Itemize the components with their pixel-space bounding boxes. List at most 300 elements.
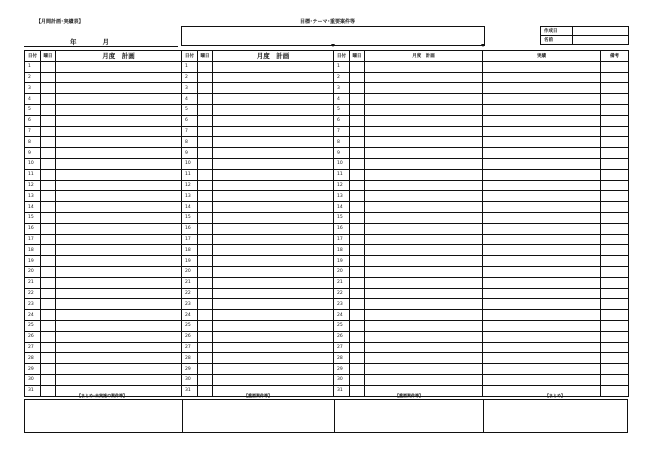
plan-cell[interactable] xyxy=(213,115,334,126)
weekday-cell[interactable] xyxy=(41,72,56,83)
day-number-cell: 12 xyxy=(334,180,350,191)
plan-cell[interactable] xyxy=(56,342,182,353)
day-number-cell: 30 xyxy=(25,374,41,385)
plan-cell[interactable] xyxy=(56,223,182,234)
plan-cell[interactable] xyxy=(365,374,483,385)
weekday-cell[interactable] xyxy=(41,256,56,267)
name-value xyxy=(573,36,629,45)
document-title: 【月間計画･実績表】 xyxy=(36,19,84,25)
result-cell[interactable] xyxy=(483,320,601,331)
day-number-cell: 1 xyxy=(25,61,41,72)
day-header: 日付 xyxy=(25,51,41,62)
plan-cell[interactable] xyxy=(213,158,334,169)
weekday-cell[interactable] xyxy=(350,331,365,342)
weekday-cell[interactable] xyxy=(41,61,56,72)
result-cell[interactable] xyxy=(483,94,601,105)
weekday-cell[interactable] xyxy=(350,342,365,353)
plan-cell[interactable] xyxy=(365,61,483,72)
plan-cell[interactable] xyxy=(213,342,334,353)
result-cell[interactable] xyxy=(483,245,601,256)
notes-cell[interactable] xyxy=(601,148,629,159)
weekday-cell[interactable] xyxy=(350,148,365,159)
plan-cell[interactable] xyxy=(56,245,182,256)
weekday-cell[interactable] xyxy=(41,148,56,159)
plan-cell[interactable] xyxy=(365,72,483,83)
day-number-cell: 7 xyxy=(334,126,350,137)
result-cell[interactable] xyxy=(483,266,601,277)
weekday-cell[interactable] xyxy=(198,364,213,375)
plan-cell[interactable] xyxy=(365,320,483,331)
weekday-cell[interactable] xyxy=(41,169,56,180)
plan-cell[interactable] xyxy=(56,256,182,267)
result-cell[interactable] xyxy=(483,374,601,385)
plan-cell[interactable] xyxy=(365,310,483,321)
plan-cell[interactable] xyxy=(213,223,334,234)
result-cell[interactable] xyxy=(483,126,601,137)
result-cell[interactable] xyxy=(483,191,601,202)
plan-cell[interactable] xyxy=(365,364,483,375)
plan-cell[interactable] xyxy=(56,191,182,202)
notes-cell[interactable] xyxy=(601,180,629,191)
plan-cell[interactable] xyxy=(213,245,334,256)
weekday-cell[interactable] xyxy=(41,137,56,148)
plan-cell[interactable] xyxy=(56,266,182,277)
weekday-cell[interactable] xyxy=(198,256,213,267)
weekday-cell[interactable] xyxy=(41,212,56,223)
result-cell[interactable] xyxy=(483,364,601,375)
plan-cell[interactable] xyxy=(213,353,334,364)
plan-cell[interactable] xyxy=(365,83,483,94)
result-cell[interactable] xyxy=(483,353,601,364)
weekday-cell[interactable] xyxy=(350,61,365,72)
weekday-cell[interactable] xyxy=(41,299,56,310)
day-number-cell: 14 xyxy=(334,202,350,213)
result-cell[interactable] xyxy=(483,169,601,180)
plan-cell[interactable] xyxy=(365,191,483,202)
plan-cell[interactable] xyxy=(213,137,334,148)
weekday-cell[interactable] xyxy=(198,180,213,191)
plan-cell[interactable] xyxy=(365,148,483,159)
plan-cell[interactable] xyxy=(365,234,483,245)
notes-cell[interactable] xyxy=(601,277,629,288)
day-number-cell: 10 xyxy=(334,158,350,169)
plan-cell[interactable] xyxy=(56,137,182,148)
weekday-cell[interactable] xyxy=(350,320,365,331)
day-number-cell: 2 xyxy=(334,72,350,83)
day-number-cell: 28 xyxy=(182,353,198,364)
weekday-cell[interactable] xyxy=(198,234,213,245)
day-number-cell: 29 xyxy=(334,364,350,375)
plan-cell[interactable] xyxy=(365,299,483,310)
goal-label: 目標･テーマ･重要案件等 xyxy=(300,19,356,25)
result-cell[interactable] xyxy=(483,342,601,353)
day-header: 日付 xyxy=(182,51,198,62)
plan-cell[interactable] xyxy=(365,180,483,191)
header-row xyxy=(25,51,629,62)
plan-cell[interactable] xyxy=(365,331,483,342)
plan-cell[interactable] xyxy=(213,364,334,375)
day-number-cell: 7 xyxy=(25,126,41,137)
plan-cell[interactable] xyxy=(213,277,334,288)
result-cell[interactable] xyxy=(483,288,601,299)
weekday-cell[interactable] xyxy=(350,115,365,126)
result-cell[interactable] xyxy=(483,180,601,191)
notes-cell[interactable] xyxy=(601,72,629,83)
result-cell[interactable] xyxy=(483,72,601,83)
notes-cell[interactable] xyxy=(601,202,629,213)
day-number-cell: 8 xyxy=(182,137,198,148)
day-number-cell: 23 xyxy=(334,299,350,310)
day-number-cell: 25 xyxy=(182,320,198,331)
plan-cell[interactable] xyxy=(213,385,334,396)
plan-cell[interactable] xyxy=(365,223,483,234)
plan-cell[interactable] xyxy=(213,180,334,191)
notes-cell[interactable] xyxy=(601,245,629,256)
plan-cell[interactable] xyxy=(56,320,182,331)
plan-cell[interactable] xyxy=(365,256,483,267)
weekday-cell[interactable] xyxy=(350,83,365,94)
weekday-cell[interactable] xyxy=(41,374,56,385)
weekday-cell[interactable] xyxy=(41,266,56,277)
notes-cell[interactable] xyxy=(601,288,629,299)
notes-cell[interactable] xyxy=(601,320,629,331)
notes-cell[interactable] xyxy=(601,191,629,202)
weekday-cell[interactable] xyxy=(198,288,213,299)
weekday-cell[interactable] xyxy=(198,61,213,72)
plan-cell[interactable] xyxy=(56,158,182,169)
weekday-cell[interactable] xyxy=(198,83,213,94)
weekday-cell[interactable] xyxy=(350,137,365,148)
plan-cell[interactable] xyxy=(213,256,334,267)
weekday-cell[interactable] xyxy=(198,245,213,256)
plan-cell[interactable] xyxy=(365,115,483,126)
notes-cell[interactable] xyxy=(601,212,629,223)
notes-cell[interactable] xyxy=(601,331,629,342)
result-cell[interactable] xyxy=(483,148,601,159)
weekday-cell[interactable] xyxy=(198,223,213,234)
notes-cell[interactable] xyxy=(601,115,629,126)
weekday-cell[interactable] xyxy=(41,104,56,115)
notes-header: 備考 xyxy=(601,51,629,62)
weekday-cell[interactable] xyxy=(198,94,213,105)
weekday-cell[interactable] xyxy=(198,353,213,364)
notes-cell[interactable] xyxy=(601,104,629,115)
weekday-cell[interactable] xyxy=(198,320,213,331)
plan-cell[interactable] xyxy=(213,61,334,72)
plan-cell[interactable] xyxy=(213,320,334,331)
plan-cell[interactable] xyxy=(56,72,182,83)
weekday-cell[interactable] xyxy=(41,83,56,94)
weekday-cell[interactable] xyxy=(350,72,365,83)
weekday-cell[interactable] xyxy=(41,288,56,299)
day-number-cell: 20 xyxy=(182,266,198,277)
plan-cell[interactable] xyxy=(56,234,182,245)
table-row xyxy=(25,331,629,342)
weekday-cell[interactable] xyxy=(198,169,213,180)
day-number-cell: 16 xyxy=(182,223,198,234)
result-cell[interactable] xyxy=(483,104,601,115)
result-cell[interactable] xyxy=(483,331,601,342)
result-cell[interactable] xyxy=(483,256,601,267)
weekday-cell[interactable] xyxy=(41,277,56,288)
weekday-cell[interactable] xyxy=(198,212,213,223)
plan-cell[interactable] xyxy=(56,169,182,180)
weekday-header: 曜日 xyxy=(41,51,56,62)
summary-divider xyxy=(182,400,183,432)
result-cell[interactable] xyxy=(483,137,601,148)
notes-cell[interactable] xyxy=(601,223,629,234)
weekday-cell[interactable] xyxy=(41,115,56,126)
plan-cell[interactable] xyxy=(213,126,334,137)
plan-cell[interactable] xyxy=(365,353,483,364)
weekday-cell[interactable] xyxy=(198,104,213,115)
notes-cell[interactable] xyxy=(601,374,629,385)
table-row xyxy=(25,342,629,353)
day-number-cell: 15 xyxy=(182,212,198,223)
weekday-cell[interactable] xyxy=(350,299,365,310)
plan-cell[interactable] xyxy=(56,331,182,342)
weekday-cell[interactable] xyxy=(350,266,365,277)
table-row xyxy=(25,137,629,148)
day-number-cell: 2 xyxy=(182,72,198,83)
plan-cell[interactable] xyxy=(213,310,334,321)
day-number-cell: 11 xyxy=(334,169,350,180)
weekday-cell[interactable] xyxy=(350,104,365,115)
plan-cell[interactable] xyxy=(56,61,182,72)
plan-cell[interactable] xyxy=(213,331,334,342)
weekday-cell[interactable] xyxy=(198,342,213,353)
notes-cell[interactable] xyxy=(601,169,629,180)
notes-cell[interactable] xyxy=(601,299,629,310)
weekday-cell[interactable] xyxy=(350,256,365,267)
weekday-cell[interactable] xyxy=(41,158,56,169)
plan-cell[interactable] xyxy=(56,364,182,375)
weekday-cell[interactable] xyxy=(198,137,213,148)
weekday-cell[interactable] xyxy=(350,310,365,321)
weekday-cell[interactable] xyxy=(198,115,213,126)
weekday-cell[interactable] xyxy=(350,191,365,202)
plan-cell[interactable] xyxy=(365,342,483,353)
weekday-cell[interactable] xyxy=(350,385,365,396)
year-month-field xyxy=(70,37,109,46)
weekday-cell[interactable] xyxy=(41,320,56,331)
day-number-cell: 30 xyxy=(334,374,350,385)
weekday-cell[interactable] xyxy=(41,310,56,321)
weekday-cell[interactable] xyxy=(350,180,365,191)
plan-cell[interactable] xyxy=(56,299,182,310)
weekday-cell[interactable] xyxy=(350,223,365,234)
plan-cell[interactable] xyxy=(365,137,483,148)
day-number-cell: 21 xyxy=(182,277,198,288)
result-cell[interactable] xyxy=(483,277,601,288)
notes-cell[interactable] xyxy=(601,256,629,267)
table-row xyxy=(25,288,629,299)
notes-cell[interactable] xyxy=(601,364,629,375)
plan-cell[interactable] xyxy=(365,277,483,288)
notes-cell[interactable] xyxy=(601,234,629,245)
day-number-cell: 7 xyxy=(182,126,198,137)
weekday-cell[interactable] xyxy=(41,126,56,137)
weekday-cell[interactable] xyxy=(41,180,56,191)
day-number-cell: 27 xyxy=(25,342,41,353)
day-number-cell: 11 xyxy=(182,169,198,180)
plan-cell[interactable] xyxy=(213,202,334,213)
table-row xyxy=(25,191,629,202)
weekday-cell[interactable] xyxy=(198,374,213,385)
plan-cell[interactable] xyxy=(56,202,182,213)
day-number-cell: 19 xyxy=(182,256,198,267)
weekday-cell[interactable] xyxy=(41,364,56,375)
plan-cell[interactable] xyxy=(365,385,483,396)
notes-cell[interactable] xyxy=(601,385,629,396)
notes-cell[interactable] xyxy=(601,137,629,148)
plan-cell[interactable] xyxy=(213,212,334,223)
result-cell[interactable] xyxy=(483,234,601,245)
plan-cell[interactable] xyxy=(365,104,483,115)
weekday-cell[interactable] xyxy=(350,277,365,288)
weekday-cell[interactable] xyxy=(41,245,56,256)
plan-cell[interactable] xyxy=(213,266,334,277)
notes-cell[interactable] xyxy=(601,94,629,105)
notes-cell[interactable] xyxy=(601,126,629,137)
plan-cell[interactable] xyxy=(213,374,334,385)
weekday-cell[interactable] xyxy=(350,288,365,299)
day-number-cell: 9 xyxy=(334,148,350,159)
plan-cell[interactable] xyxy=(56,104,182,115)
result-cell[interactable] xyxy=(483,61,601,72)
weekday-cell[interactable] xyxy=(41,202,56,213)
day-number-cell: 24 xyxy=(182,310,198,321)
plan-cell[interactable] xyxy=(365,266,483,277)
table-row xyxy=(25,104,629,115)
weekday-cell[interactable] xyxy=(198,158,213,169)
plan-cell[interactable] xyxy=(213,169,334,180)
plan-cell[interactable] xyxy=(213,83,334,94)
plan-cell[interactable] xyxy=(365,94,483,105)
plan-cell[interactable] xyxy=(365,245,483,256)
weekday-cell[interactable] xyxy=(350,374,365,385)
plan-cell[interactable] xyxy=(56,126,182,137)
day-number-cell: 23 xyxy=(182,299,198,310)
notes-cell[interactable] xyxy=(601,61,629,72)
day-number-cell: 22 xyxy=(182,288,198,299)
weekday-cell[interactable] xyxy=(350,212,365,223)
weekday-cell[interactable] xyxy=(350,169,365,180)
result-cell[interactable] xyxy=(483,83,601,94)
notes-cell[interactable] xyxy=(601,158,629,169)
plan-cell[interactable] xyxy=(213,288,334,299)
notes-cell[interactable] xyxy=(601,342,629,353)
notes-cell[interactable] xyxy=(601,310,629,321)
weekday-cell[interactable] xyxy=(198,266,213,277)
plan-cell[interactable] xyxy=(213,299,334,310)
weekday-cell[interactable] xyxy=(41,353,56,364)
table-row xyxy=(25,94,629,105)
result-cell[interactable] xyxy=(483,202,601,213)
result-cell[interactable] xyxy=(483,310,601,321)
weekday-cell[interactable] xyxy=(350,364,365,375)
plan-cell[interactable] xyxy=(365,288,483,299)
weekday-cell[interactable] xyxy=(41,191,56,202)
weekday-cell[interactable] xyxy=(198,72,213,83)
result-cell[interactable] xyxy=(483,385,601,396)
weekday-cell[interactable] xyxy=(350,234,365,245)
weekday-cell[interactable] xyxy=(41,223,56,234)
weekday-cell[interactable] xyxy=(41,331,56,342)
weekday-cell[interactable] xyxy=(198,385,213,396)
plan-cell[interactable] xyxy=(213,191,334,202)
weekday-cell[interactable] xyxy=(41,94,56,105)
table-row xyxy=(25,148,629,159)
day-number-cell: 17 xyxy=(334,234,350,245)
weekday-cell[interactable] xyxy=(198,277,213,288)
result-cell[interactable] xyxy=(483,212,601,223)
weekday-cell[interactable] xyxy=(198,126,213,137)
weekday-cell[interactable] xyxy=(41,385,56,396)
table-row xyxy=(25,256,629,267)
plan-cell[interactable] xyxy=(56,288,182,299)
plan-cell[interactable] xyxy=(365,212,483,223)
weekday-cell[interactable] xyxy=(350,126,365,137)
plan-cell[interactable] xyxy=(365,158,483,169)
weekday-cell[interactable] xyxy=(198,310,213,321)
plan-cell[interactable] xyxy=(56,212,182,223)
plan-cell[interactable] xyxy=(365,202,483,213)
weekday-cell[interactable] xyxy=(41,342,56,353)
day-number-cell: 3 xyxy=(334,83,350,94)
weekday-cell[interactable] xyxy=(41,234,56,245)
plan-cell[interactable] xyxy=(213,72,334,83)
notes-cell[interactable] xyxy=(601,83,629,94)
table-row xyxy=(25,245,629,256)
plan-cell[interactable] xyxy=(56,310,182,321)
weekday-cell[interactable] xyxy=(350,245,365,256)
weekday-cell[interactable] xyxy=(350,353,365,364)
plan-cell[interactable] xyxy=(56,180,182,191)
plan-cell[interactable] xyxy=(56,83,182,94)
plan-cell[interactable] xyxy=(56,353,182,364)
weekday-cell[interactable] xyxy=(350,158,365,169)
plan-cell[interactable] xyxy=(213,94,334,105)
plan-cell[interactable] xyxy=(56,94,182,105)
plan-cell[interactable] xyxy=(56,374,182,385)
plan-cell[interactable] xyxy=(213,148,334,159)
plan-cell[interactable] xyxy=(56,277,182,288)
weekday-cell[interactable] xyxy=(350,94,365,105)
result-cell[interactable] xyxy=(483,115,601,126)
plan-cell[interactable] xyxy=(365,169,483,180)
notes-cell[interactable] xyxy=(601,266,629,277)
plan-cell[interactable] xyxy=(56,115,182,126)
weekday-cell[interactable] xyxy=(198,331,213,342)
weekday-cell[interactable] xyxy=(198,191,213,202)
weekday-cell[interactable] xyxy=(350,202,365,213)
plan-cell[interactable] xyxy=(365,126,483,137)
plan-cell[interactable] xyxy=(56,148,182,159)
result-cell[interactable] xyxy=(483,158,601,169)
result-cell[interactable] xyxy=(483,299,601,310)
plan-cell[interactable] xyxy=(213,104,334,115)
weekday-cell[interactable] xyxy=(198,202,213,213)
plan-cell[interactable] xyxy=(213,234,334,245)
day-number-cell: 20 xyxy=(25,266,41,277)
weekday-header: 曜日 xyxy=(198,51,213,62)
weekday-cell[interactable] xyxy=(198,148,213,159)
weekday-cell[interactable] xyxy=(198,299,213,310)
result-cell[interactable] xyxy=(483,223,601,234)
table-row xyxy=(25,158,629,169)
notes-cell[interactable] xyxy=(601,353,629,364)
